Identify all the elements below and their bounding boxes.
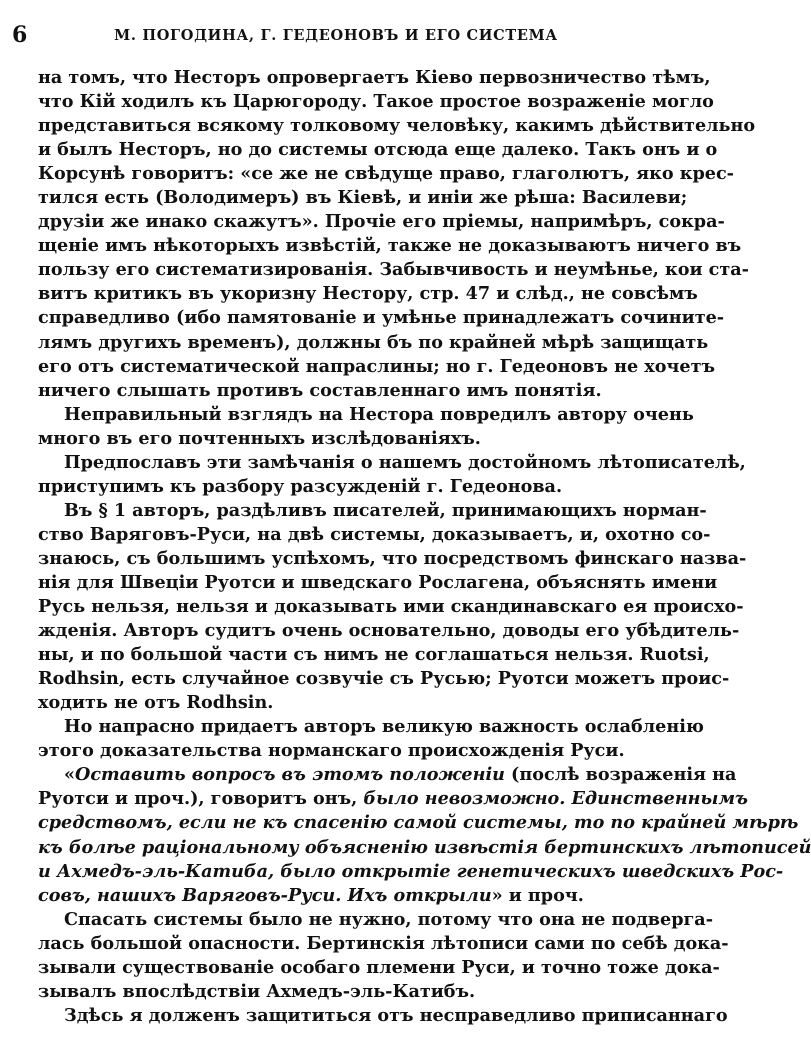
italic-run: и Ахмедъ-эль-Катиба, было открытіе генетическихъ шведскихъ Рос- [38, 860, 784, 882]
text-line [38, 331, 709, 355]
text-run: тился есть (Володимеръ) въ Кіевѣ, и иніи же рѣша: Василеви; [38, 187, 688, 209]
text-line [38, 427, 658, 451]
text-run: витъ критикъ въ укоризну Нестору, стр. 47 и слѣд., не совсѣмъ [38, 283, 698, 305]
text-line [38, 715, 704, 739]
text-line [38, 787, 748, 811]
text-line [38, 234, 742, 258]
text-line [38, 595, 744, 619]
text-run: приступимъ къ разбору разсужденій г. Гедеонова. [38, 475, 563, 497]
body-text [38, 66, 811, 1028]
text-run: что Кій ходилъ къ Царюгороду. Такое простое возраженіе могло [38, 91, 714, 113]
italic-run: совъ, нашихъ Варяговъ-Руси. Ихъ открыли [38, 884, 492, 906]
text-line [38, 547, 747, 571]
text-run: нія для Швеціи Руотси и шведскаго Рослагена, объяснять имени [38, 571, 718, 593]
text-line [38, 451, 746, 475]
text-line [38, 667, 730, 691]
italic-run: было невозможно. Единственнымъ [363, 788, 748, 810]
text-line [38, 162, 734, 186]
text-run: ничего слышать противъ составленнаго имъ понятія. [38, 379, 602, 401]
text-line [38, 403, 694, 427]
text-line [38, 860, 784, 884]
text-run: представиться всякому толковому человѣку, какимъ дѣйствительно [38, 115, 756, 137]
text-line [38, 908, 714, 932]
text-run: этого доказательства норманскаго происхожденія Руси. [38, 740, 625, 762]
text-run: Спасать системы было не нужно, потому что она не подверга- [64, 908, 714, 930]
text-run: его отъ систематической напраслины; но г. Гедеоновъ не хочетъ [38, 355, 715, 377]
text-line [38, 66, 711, 90]
text-line [38, 138, 718, 162]
page-number: 6 [12, 22, 28, 48]
text-line [38, 306, 725, 330]
text-run: лямъ другихъ временъ), должны бъ по крайней мѣрѣ защищать [38, 331, 709, 353]
italic-run: къ болѣе раціональному объясненію извѣстія бертинскихъ лѣтописей [38, 836, 811, 858]
text-run: Корсунѣ говоритъ: «се же не свѣдуще право, глаголютъ, яко крес- [38, 163, 734, 185]
text-line [38, 763, 737, 787]
text-line [38, 643, 710, 667]
text-line [38, 811, 799, 835]
text-run: лась большой опасности. Бертинскія лѣтописи сами по себѣ дока- [38, 932, 729, 954]
text-line [38, 210, 725, 234]
text-line [38, 114, 756, 138]
text-run: Руотси и проч.), говоритъ онъ, [38, 788, 364, 810]
text-run: (послѣ возраженія на [504, 764, 737, 786]
page-header [8, 22, 672, 52]
text-run: ны, и по большой части съ нимъ не соглашаться нельзя. Ruotsi, [38, 644, 710, 666]
text-line [38, 884, 658, 908]
text-run: жденія. Авторъ судитъ очень основательно, доводы его убѣдитель- [38, 620, 740, 642]
text-run: Предпославъ эти замѣчанія о нашемъ достойномъ лѣтописателѣ, [64, 451, 746, 473]
text-run: щеніе имъ нѣкоторыхъ извѣстій, также не доказываютъ ничего въ [38, 235, 742, 257]
text-run: на томъ, что Несторъ опровергаетъ Кіево первозничество тѣмъ, [38, 67, 711, 88]
text-line [38, 932, 729, 956]
text-line [38, 258, 749, 282]
running-head: М. ПОГОДИНА, Г. ГЕДЕОНОВЪ И ЕГО СИСТЕМА [114, 27, 558, 44]
text-run: Неправильный взглядъ на Нестора повредилъ автору очень [64, 403, 694, 425]
italic-run: средствомъ, если не къ спасенію самой системы, то по крайней мѣрѣ [38, 812, 799, 834]
text-run: зывали существованіе особаго племени Руси, и точно тоже дока- [38, 956, 720, 978]
text-run: Въ § 1 авторъ, раздѣливъ писателей, принимающихъ норман- [64, 499, 707, 521]
text-run: друзіи же инако скажутъ». Прочіе его пріемы, напримѣръ, сокра- [38, 211, 725, 233]
italic-run: Оставить вопросъ въ этомъ положеніи [75, 764, 505, 786]
text-run: Rodhsin, есть случайное созвучіе съ Русью; Руотси можетъ проис- [38, 668, 730, 690]
text-line [38, 475, 658, 499]
text-line [38, 571, 718, 595]
text-run: много въ его почтенныхъ изслѣдованіяхъ. [38, 427, 481, 449]
text-line [38, 980, 658, 1004]
text-line [38, 499, 707, 523]
text-run: знаюсь, съ большимъ успѣхомъ, что посредствомъ финскаго назва- [38, 547, 747, 569]
text-run: справедливо (ибо памятованіе и умѣнье принадлежатъ сочините- [38, 307, 725, 329]
text-run: Русь нельзя, нельзя и доказывать ими скандинавскаго ея происхо- [38, 596, 744, 618]
text-line [38, 739, 658, 763]
text-line [38, 619, 740, 643]
text-line [38, 186, 688, 210]
text-run: Здѣсь я долженъ защититься отъ несправедливо приписаннаго [64, 1004, 728, 1026]
text-line [38, 282, 698, 306]
text-line [38, 1004, 728, 1028]
text-run: ство Варяговъ-Руси, на двѣ системы, доказываетъ, и, охотно со- [38, 523, 711, 545]
text-line [38, 355, 715, 379]
text-line [38, 90, 714, 114]
text-line [38, 379, 658, 403]
text-line [38, 691, 658, 715]
text-line [38, 523, 711, 547]
text-run: Но напрасно придаетъ авторъ великую важность ослабленію [64, 716, 704, 738]
text-line [38, 836, 811, 860]
text-run: зывалъ впослѣдствіи Ахмедъ-эль-Катибъ. [38, 980, 476, 1002]
text-run: » и проч. [491, 884, 584, 906]
text-run: и былъ Несторъ, но до системы отсюда еще далеко. Такъ онъ и о [38, 139, 718, 161]
text-line [38, 956, 720, 980]
text-run: « [64, 764, 75, 786]
text-run: пользу его систематизированія. Забывчивость и неумѣнье, кои ста- [38, 259, 749, 281]
text-run: ходить не отъ Rodhsin. [38, 692, 274, 714]
